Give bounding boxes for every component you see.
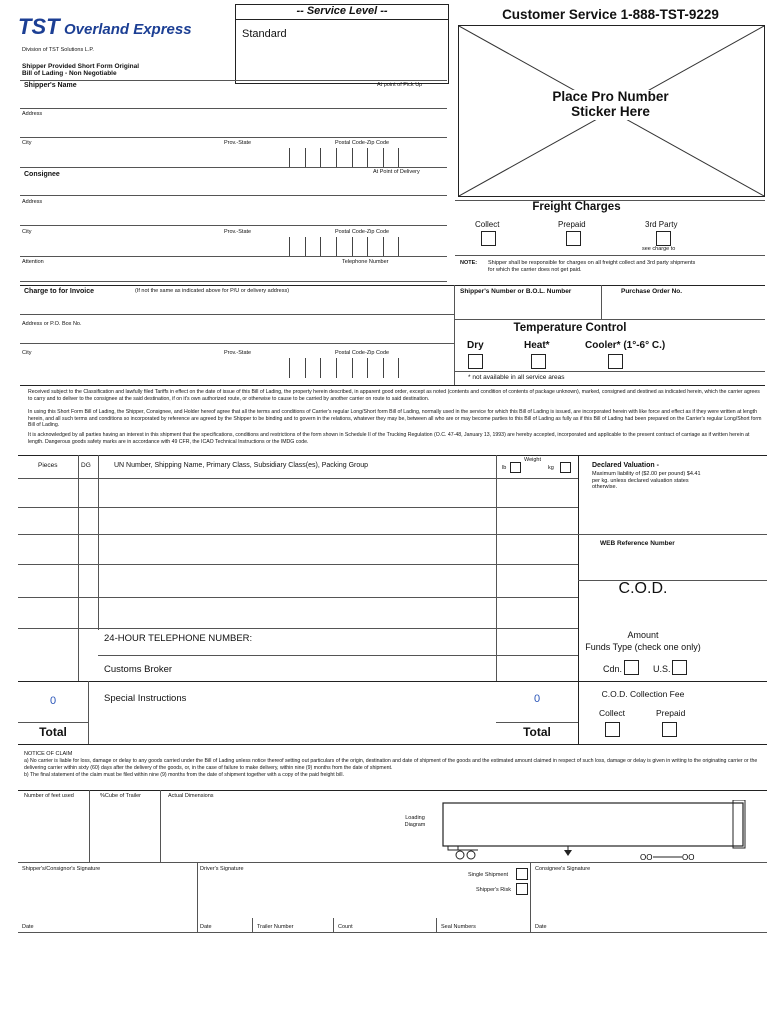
total-weight-label: Total [523,725,551,739]
customs-broker-label: Customs Broker [104,664,173,675]
service-level-title: -- Service Level -- [296,5,388,17]
charge-to-name-line[interactable] [20,314,454,315]
invoice-address-line[interactable] [20,343,454,344]
consignee-city-label: City [22,229,32,235]
consignee-name-line[interactable] [20,195,447,196]
attention-line[interactable] [20,281,447,282]
declared-valuation-title: Declared Valuation - [592,462,659,469]
invoice-prov-label: Prov.-State [224,350,252,356]
customer-service-phone: Customer Service 1-888-TST-9229 [502,7,719,22]
telephone-label: Telephone Number [342,259,389,265]
cdn-label: Cdn. [603,664,623,674]
total-weight-value[interactable]: 0 [533,693,541,705]
cod-amount-label: Amount [627,630,659,640]
logo-overland: Overland Express [64,21,192,38]
seal-numbers-label: Seal Numbers [441,924,476,930]
consignee-address-line[interactable] [20,225,447,226]
cod-collection-fee-label: C.O.D. Collection Fee [601,689,685,699]
cod-collect-label: Collect [599,708,625,718]
cdn-checkbox[interactable] [624,660,639,675]
freight-prepaid-label: Prepaid [558,220,586,229]
special-instructions-label: Special Instructions [104,693,187,704]
shipper-number-label: Shipper's Number or B.O.L. Number [460,288,572,295]
freight-note-text: Shipper shall be responsible for charges on all freight collect and 3rd party shipments for which the carrier does not get paid. [488,260,696,273]
invoice-city-label: City [22,350,32,356]
temp-cooler-checkbox[interactable] [608,354,623,369]
notice-of-claim-a: a) No carrier is liable for loss, damage or delay to any goods carried under the Bill of Lading unless notice thereof setting out particulars of the origin, destination and date of shipment of the goods and the estimated amount claimed in respect of such loss, damage or delay is given in writing to the originating carrier or the delivering carrier within sixty (60) days after the delivery of the goods, or, in the case of failure to make delivery, within nine (9) months from the date of shipment. [24,758,758,771]
dimensions-label: Actual Dimensions [168,793,214,799]
funds-type-label: Funds Type (check one only) [585,642,701,652]
logo-tst: TST [18,14,60,39]
temp-dry-label: Dry [467,340,484,351]
charge-to-note: (If not the same as indicated above for P/U or delivery address) [135,288,290,294]
cod-prepaid-checkbox[interactable] [662,722,677,737]
shipper-city-line[interactable] [20,167,447,168]
cube-label: %Cube of Trailer [100,793,141,799]
shipper-signature-label: Shipper's/Consignor's Signature [22,866,101,872]
shipper-postal-label: Postal Code-Zip Code [335,140,390,146]
company-logo [18,14,233,44]
us-label: U.S. [653,664,671,674]
svg-text:OO: OO [640,853,653,862]
lb-label: lb [502,465,507,471]
temp-heat-checkbox[interactable] [531,354,546,369]
date-label-3: Date [535,924,547,930]
temperature-note: * not available in all service areas [468,374,565,381]
division-text: Division of TST Solutions L.P. [22,47,94,53]
cod-collect-checkbox[interactable] [605,722,620,737]
dg-header: DG [81,462,91,469]
pieces-header: Pieces [38,462,58,469]
date-label-2: Date [200,924,212,930]
invoice-address-label: Address or P.O. Box No. [22,321,82,327]
freight-third-party-checkbox[interactable] [656,231,671,246]
consignee-label: Consignee [24,171,60,178]
feet-used-label: Number of feet used [24,793,74,799]
temp-heat-label: Heat* [524,340,550,351]
svg-text:OO: OO [682,853,695,862]
driver-signature-label: Driver's Signature [200,866,244,872]
cod-prepaid-label: Prepaid [656,708,686,718]
see-charge-to: see charge to [642,246,676,252]
terms-paragraph-2: In using this Short Form Bill of Lading, the Shipper, Consignee, and Holder hereof agree that all the terms and conditions of Carrier's regular Long/Short form Bill of Lading, normally used in the service for which this Bill of Lading is issued, are incorporated herein with like force and effect as if they were written at length herein, and all such terms and conditions so incorporated by reference are agreed by the Shipper to be binding and to govern in the relations, whatever they may be, between all who are or may become parties to this Bill of Lading as fully as if this Bill of Lading had been prepared on the Carrier's regular Long/Short form Bill of Lading. [28,409,762,428]
un-header: UN Number, Shipping Name, Primary Class, Subsidiary Class(es), Packing Group [114,462,369,469]
us-checkbox[interactable] [672,660,687,675]
invoice-postal-label: Postal Code-Zip Code [335,350,390,356]
date-label-1: Date [22,924,34,930]
count-label: Count [338,924,353,930]
single-shipment-checkbox[interactable] [516,868,528,880]
freight-prepaid-checkbox[interactable] [566,231,581,246]
consignee-city-line[interactable] [20,256,447,257]
trailer-diagram [438,800,763,868]
freight-note-label: NOTE: [460,260,478,266]
cod-title: C.O.D. [618,580,668,597]
form-title-line2: Bill of Lading - Non Negotiable [22,70,117,77]
weight-header: Weight [524,457,542,463]
charge-to-invoice-label: Charge to for Invoice [24,288,95,295]
web-reference-label: WEB Reference Number [600,540,675,547]
pickup-label: At point of Pick Up [377,82,423,88]
consignee-postal-label: Postal Code-Zip Code [335,229,390,235]
consignee-prov-label: Prov.-State [224,229,252,235]
freight-collect-label: Collect [475,220,500,229]
temperature-control-title: Temperature Control [513,322,627,334]
terms-paragraph-3: It is acknowledged by all parties having an interest in this shipment that the specifications, conditions and restrictions of the form shown in Schedule II of the Trucking Regulation (O.C. 47-48, January 13, 1993) are hereby accepted, incorporated and applicable to the present contract of carriage as if written herein at length. Dangerous goods safety marks are in accordance with 49 CFR, the ICAO Technical Instructions or the IMDG code. [28,432,750,445]
declared-valuation-text: Maximum liability of ($2.00 per pound) $4.41 per kg. unless declared valuation states otherwise. [592,471,701,491]
consignee-signature-label: Consignee's Signature [535,866,591,872]
telephone-24-label: 24-HOUR TELEPHONE NUMBER: [104,633,253,644]
temp-dry-checkbox[interactable] [468,354,483,369]
shipper-prov-label: Prov.-State [224,140,252,146]
purchase-order-label: Purchase Order No. [621,288,683,295]
total-pieces-label: Total [39,725,67,739]
total-pieces-value[interactable]: 0 [49,695,57,707]
attention-label: Attention [22,259,44,265]
freight-charges-title: Freight Charges [532,201,621,213]
shipper-city-label: City [22,140,32,146]
single-shipment-label: Single Shipment [468,872,509,878]
consignee-address-label: Address [22,199,43,205]
shipper-name-line[interactable] [20,108,447,109]
shippers-risk-checkbox[interactable] [516,883,528,895]
kg-checkbox[interactable] [560,462,571,473]
form-title-line1: Shipper Provided Short Form Original [22,63,140,70]
service-level-value[interactable]: Standard [242,28,287,40]
kg-label: kg [548,465,554,471]
temp-cooler-label: Cooler* (1°-6° C.) [585,340,666,351]
loading-diagram-label: Loading Diagram [404,815,426,828]
notice-of-claim-title: NOTICE OF CLAIM [24,751,73,757]
terms-paragraph-1: Received subject to the Classification and lawfully filed Tariffs in effect on the date of issue of this Bill of Lading, the property herein described, in apparent good order, except as noted (contents and condition of contents of package unknown), marked, consigned and destined as indicated herein, which the carrier agrees to carry and to deliver to the consignee at the said destination, if on it's own authorized route, or otherwise to cause to be carried by another carrier on route to said destination. [28,389,760,402]
trailer-number-label: Trailer Number [257,924,294,930]
lb-checkbox[interactable] [510,462,521,473]
freight-collect-checkbox[interactable] [481,231,496,246]
shippers-risk-label: Shipper's Risk [476,887,511,893]
pro-sticker-label: Place Pro Number Sticker Here [538,90,683,120]
notice-of-claim-b: b) The final statement of the claim must be filed within nine (9) months from the date of shipment together with a copy of the paid freight bill. [24,772,344,778]
delivery-label: At Point of Delivery [373,169,420,175]
shipper-address-label: Address [22,111,43,117]
shippers-name-label: Shipper's Name [24,82,77,89]
freight-third-party-label: 3rd Party [645,220,678,229]
shipper-address-line[interactable] [20,137,447,138]
